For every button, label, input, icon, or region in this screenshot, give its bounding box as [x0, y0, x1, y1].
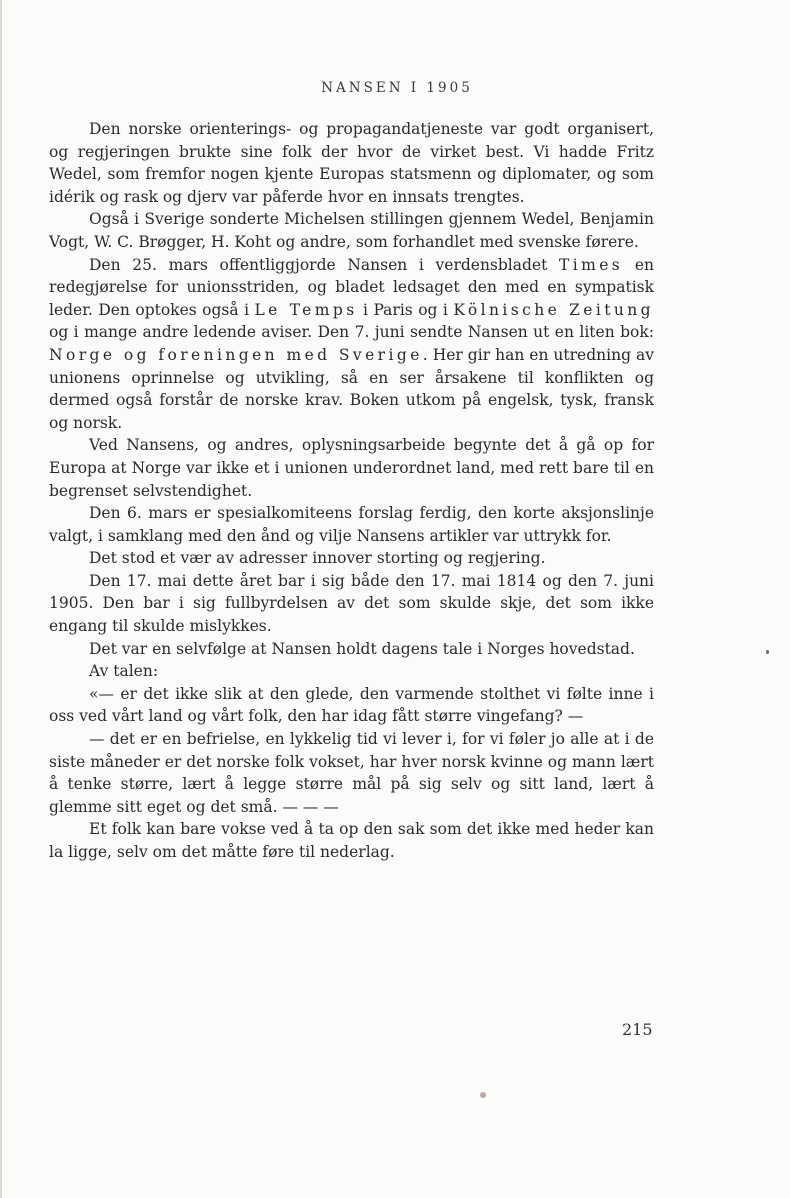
text-run: Den norske orienterings- og propagandatjeneste var godt organisert, og regjeringen brukte sine folk der hvor de virket best. Vi hadde Fritz Wedel, som fremfor nogen kjente Europas statsmenn og diplomater, og som idérik og rask og djerv var påferde hvor en innsats trengtes.: [49, 120, 654, 206]
text-run: Av talen:: [89, 662, 159, 681]
paper-speck: [766, 650, 769, 654]
text-run: Den 25. mars offentliggjorde Nansen i verdensbladet: [89, 255, 559, 274]
paragraph: [49, 208, 654, 253]
text-run: en redegjørelse for unionsstriden, og bladet ledsaget den med en sympatisk leder. Den optokes også i: [49, 255, 654, 319]
paragraph: [49, 638, 654, 661]
spaced-title: Le Temps: [254, 300, 358, 319]
text-run: i Paris og i: [357, 300, 454, 319]
text-run: og i mange andre ledende aviser. Den 7. juni sendte Nansen ut en liten bok:: [49, 323, 654, 342]
paragraph: [49, 818, 654, 863]
body-text: [49, 118, 654, 864]
text-run: Den 6. mars er spesialkomiteens forslag ferdig, den korte aksjonslinje valgt, i samklang med den ånd og vilje Nansens artikler var uttrykk for.: [49, 504, 654, 545]
text-run: «— er det ikke slik at den glede, den varmende stolthet vi følte inne i oss ved vårt land og vårt folk, den har idag fått større vingefang? —: [49, 684, 654, 726]
paragraph: [49, 683, 654, 728]
paragraph: [49, 660, 654, 683]
page-number: 215: [622, 1020, 653, 1039]
paragraph: [49, 502, 654, 547]
spaced-title: Norge og foreningen med Sverige: [49, 345, 423, 364]
paper-speck: [480, 1092, 486, 1098]
spaced-title: Times: [559, 255, 624, 274]
paragraph: [49, 570, 654, 638]
text-run: — det er en befrielse, en lykkelig tid vi lever i, for vi føler jo alle at i de siste måneder er det norske folk vokset, har hver norsk kvinne og mann lært å tenke større, lært å legge større mål på sig selv og sitt land, lært å glemme sitt eget og det små. — — —: [49, 730, 654, 816]
text-run: Ved Nansens, og andres, oplysningsarbeide begynte det å gå op for Europa at Norge var ikke et i unionen underordnet land, med rett bare til en begrenset selvstendighet.: [49, 436, 654, 500]
paragraph: [49, 728, 654, 818]
running-head: NANSEN I 1905: [321, 80, 473, 96]
paragraph: [49, 118, 654, 208]
paragraph: [49, 254, 654, 435]
text-run: Den 17. mai dette året bar i sig både den 17. mai 1814 og den 7. juni 1905. Den bar i sig fullbyrdelsen av det som skulde skje, det som ikke engang til skulde mislykkes.: [49, 571, 654, 636]
spaced-title: Kölnische Zeitung: [453, 300, 654, 319]
text-run: Det var en selvfølge at Nansen holdt dagens tale i Norges hovedstad.: [89, 639, 635, 658]
text-run: Det stod et vær av adresser innover storting og regjering.: [89, 549, 546, 568]
text-run: Også i Sverige sonderte Michelsen stillingen gjennem Wedel, Benjamin Vogt, W. C. Brøgger, H. Koht og andre, som forhandlet med svenske førere.: [49, 210, 654, 251]
paragraph: [49, 547, 654, 570]
text-run: Et folk kan bare vokse ved å ta op den sak som det ikke med heder kan la ligge, selv om det måtte føre til nederlag.: [49, 820, 654, 861]
paragraph: [49, 434, 654, 502]
text-run: . Her gir han en utredning av unionens oprinnelse og utvikling, så en ser årsakene til konflikten og dermed også forstår de norske krav. Boken utkom på engelsk, tysk, fransk og norsk.: [49, 345, 654, 432]
